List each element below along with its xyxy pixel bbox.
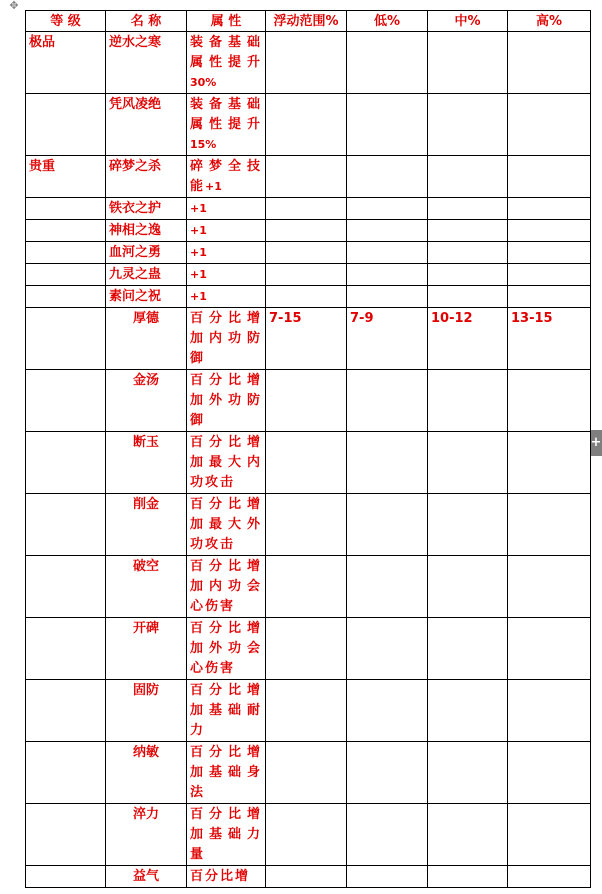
table-row (26, 370, 591, 432)
attribute-cell-text: 装备基础属性提升 (190, 35, 262, 70)
header-high: 高% (508, 11, 591, 32)
name-cell (106, 370, 187, 432)
attribute-cell-text: 百分比增加内功防御 (190, 311, 262, 366)
table-row (26, 242, 591, 264)
attribute-cell (187, 32, 266, 94)
low-cell (347, 804, 428, 866)
name-cell (106, 94, 187, 156)
float-range-cell (266, 308, 347, 370)
attribute-cell (187, 286, 266, 308)
low-cell (347, 556, 428, 618)
attribute-cell-text: 碎梦全技能 (190, 159, 262, 194)
header-grade: 等 级 (26, 11, 106, 32)
name-cell (106, 742, 187, 804)
name-cell (106, 242, 187, 264)
grade-cell (26, 432, 106, 494)
grade-cell (26, 618, 106, 680)
low-cell (347, 156, 428, 198)
name-cell (106, 618, 187, 680)
table-row (26, 680, 591, 742)
attribute-cell-text: 百分比增 (190, 869, 251, 884)
table-row (26, 618, 591, 680)
mid-cell (428, 264, 508, 286)
grade-cell (26, 264, 106, 286)
high-cell (508, 680, 591, 742)
attribute-cell (187, 370, 266, 432)
attribute-cell (187, 680, 266, 742)
low-cell (347, 866, 428, 888)
name-cell (106, 156, 187, 198)
name-cell-text: 铁衣之护 (109, 201, 162, 216)
mid-cell (428, 156, 508, 198)
float-range-cell (266, 556, 347, 618)
name-cell (106, 264, 187, 286)
grade-cell (26, 308, 106, 370)
mid-cell (428, 432, 508, 494)
attribute-cell (187, 556, 266, 618)
table-row (26, 286, 591, 308)
attribute-value-text: +1 (205, 180, 222, 193)
header-attribute: 属 性 (187, 11, 266, 32)
float-range-cell (266, 494, 347, 556)
table-row (26, 32, 591, 94)
name-cell-text: 开碑 (132, 621, 159, 636)
float-range-cell (266, 264, 347, 286)
attribute-cell (187, 742, 266, 804)
name-cell-text: 神相之逸 (109, 223, 162, 238)
low-cell (347, 432, 428, 494)
attribute-cell (187, 494, 266, 556)
add-row-icon[interactable]: + (590, 430, 602, 456)
attribute-value-text: +1 (190, 246, 207, 259)
name-cell-text: 碎梦之杀 (109, 159, 162, 174)
grade-cell-text: 贵重 (29, 159, 56, 174)
high-cell-text: 13-15 (511, 311, 553, 326)
float-range-cell (266, 198, 347, 220)
low-cell (347, 32, 428, 94)
mid-cell (428, 618, 508, 680)
attribute-cell-text: 百分比增加外功防御 (190, 373, 262, 428)
grade-cell (26, 242, 106, 264)
header-mid: 中% (428, 11, 508, 32)
mid-cell (428, 804, 508, 866)
name-cell (106, 308, 187, 370)
attribute-cell-text: 百分比增加最大外功攻击 (190, 497, 262, 552)
name-cell-text: 固防 (132, 683, 159, 698)
name-cell-text: 九灵之蛊 (109, 267, 162, 282)
low-cell (347, 220, 428, 242)
float-range-cell-text: 7-15 (269, 311, 302, 326)
float-range-cell (266, 220, 347, 242)
mid-cell (428, 370, 508, 432)
grade-cell (26, 198, 106, 220)
high-cell (508, 264, 591, 286)
equipment-attribute-table (25, 10, 591, 888)
high-cell (508, 866, 591, 888)
mid-cell (428, 94, 508, 156)
float-range-cell (266, 156, 347, 198)
low-cell (347, 198, 428, 220)
low-cell (347, 618, 428, 680)
float-range-cell (266, 94, 347, 156)
attribute-cell (187, 432, 266, 494)
table-row (26, 308, 591, 370)
attribute-cell (187, 220, 266, 242)
name-cell-text: 淬力 (132, 807, 159, 822)
attribute-cell-text: 百分比增加基础力量 (190, 807, 262, 862)
mid-cell (428, 32, 508, 94)
grade-cell (26, 866, 106, 888)
name-cell (106, 286, 187, 308)
name-cell-text: 素问之祝 (109, 289, 162, 304)
high-cell (508, 242, 591, 264)
mid-cell (428, 242, 508, 264)
mid-cell (428, 742, 508, 804)
attribute-cell (187, 198, 266, 220)
float-range-cell (266, 804, 347, 866)
high-cell (508, 618, 591, 680)
name-cell-text: 逆水之寒 (109, 35, 162, 50)
name-cell (106, 432, 187, 494)
high-cell (508, 804, 591, 866)
header-low: 低% (347, 11, 428, 32)
attribute-cell (187, 156, 266, 198)
grade-cell (26, 370, 106, 432)
name-cell (106, 866, 187, 888)
name-cell-text: 破空 (132, 559, 159, 574)
grade-cell (26, 494, 106, 556)
name-cell (106, 220, 187, 242)
name-cell (106, 556, 187, 618)
low-cell (347, 494, 428, 556)
header-float-range: 浮动范围% (266, 11, 347, 32)
name-cell-text: 厚德 (132, 311, 159, 326)
name-cell (106, 680, 187, 742)
attribute-cell (187, 804, 266, 866)
float-range-cell (266, 32, 347, 94)
high-cell (508, 742, 591, 804)
attribute-cell (187, 94, 266, 156)
name-cell-text: 纳敏 (132, 745, 159, 760)
low-cell (347, 94, 428, 156)
table-row (26, 432, 591, 494)
table-row (26, 556, 591, 618)
table-row (26, 198, 591, 220)
float-range-cell (266, 286, 347, 308)
low-cell (347, 370, 428, 432)
table-row (26, 264, 591, 286)
low-cell (347, 242, 428, 264)
high-cell (508, 494, 591, 556)
attribute-cell (187, 866, 266, 888)
attribute-cell-text: 百分比增加最大内功攻击 (190, 435, 262, 490)
mid-cell (428, 556, 508, 618)
high-cell (508, 308, 591, 370)
table-row (26, 804, 591, 866)
float-range-cell (266, 742, 347, 804)
high-cell (508, 286, 591, 308)
mid-cell (428, 308, 508, 370)
table-row (26, 742, 591, 804)
header-name: 名 称 (106, 11, 187, 32)
grade-cell (26, 680, 106, 742)
attribute-cell-text: 百分比增加内功会心伤害 (190, 559, 262, 614)
attribute-cell-text: 百分比增加外功会心伤害 (190, 621, 262, 676)
high-cell (508, 94, 591, 156)
grade-cell (26, 220, 106, 242)
high-cell (508, 370, 591, 432)
low-cell-text: 7-9 (350, 311, 374, 326)
high-cell (508, 198, 591, 220)
table-row (26, 494, 591, 556)
name-cell-text: 削金 (132, 497, 159, 512)
attribute-cell (187, 308, 266, 370)
attribute-value-text: +1 (190, 290, 207, 303)
table-row (26, 94, 591, 156)
grade-cell (26, 742, 106, 804)
high-cell (508, 32, 591, 94)
float-range-cell (266, 618, 347, 680)
high-cell (508, 156, 591, 198)
grade-cell (26, 156, 106, 198)
low-cell (347, 680, 428, 742)
high-cell (508, 432, 591, 494)
table-move-handle-icon[interactable]: ✥ (9, 0, 19, 12)
low-cell (347, 264, 428, 286)
low-cell (347, 308, 428, 370)
attribute-value-text: +1 (190, 224, 207, 237)
grade-cell-text: 极品 (29, 35, 56, 50)
table-row (26, 156, 591, 198)
name-cell (106, 494, 187, 556)
grade-cell (26, 94, 106, 156)
mid-cell (428, 680, 508, 742)
name-cell-text: 凭风凌绝 (109, 97, 162, 112)
attribute-cell-text: 百分比增加基础耐力 (190, 683, 262, 738)
name-cell-text: 断玉 (132, 435, 159, 450)
mid-cell (428, 494, 508, 556)
attribute-cell-text: 百分比增加基础身法 (190, 745, 262, 800)
name-cell-text: 血河之勇 (109, 245, 162, 260)
high-cell (508, 556, 591, 618)
float-range-cell (266, 370, 347, 432)
attribute-value-text: +1 (190, 202, 207, 215)
grade-cell (26, 286, 106, 308)
name-cell-text: 益气 (132, 869, 159, 884)
table-row (26, 220, 591, 242)
grade-cell (26, 556, 106, 618)
name-cell (106, 32, 187, 94)
attribute-cell-text: 装备基础属性提升 (190, 97, 262, 132)
float-range-cell (266, 680, 347, 742)
attribute-cell (187, 618, 266, 680)
attribute-cell (187, 264, 266, 286)
attribute-cell (187, 242, 266, 264)
mid-cell (428, 220, 508, 242)
float-range-cell (266, 432, 347, 494)
attribute-value-text: +1 (190, 268, 207, 281)
mid-cell (428, 198, 508, 220)
table-row (26, 866, 591, 888)
mid-cell (428, 286, 508, 308)
grade-cell (26, 804, 106, 866)
name-cell (106, 804, 187, 866)
attribute-value-text: 30% (190, 76, 217, 89)
grade-cell (26, 32, 106, 94)
name-cell-text: 金汤 (132, 373, 159, 388)
low-cell (347, 742, 428, 804)
header-row (26, 11, 591, 32)
name-cell (106, 198, 187, 220)
attribute-value-text: 15% (190, 138, 217, 151)
float-range-cell (266, 866, 347, 888)
float-range-cell (266, 242, 347, 264)
mid-cell (428, 866, 508, 888)
high-cell (508, 220, 591, 242)
mid-cell-text: 10-12 (431, 311, 473, 326)
low-cell (347, 286, 428, 308)
